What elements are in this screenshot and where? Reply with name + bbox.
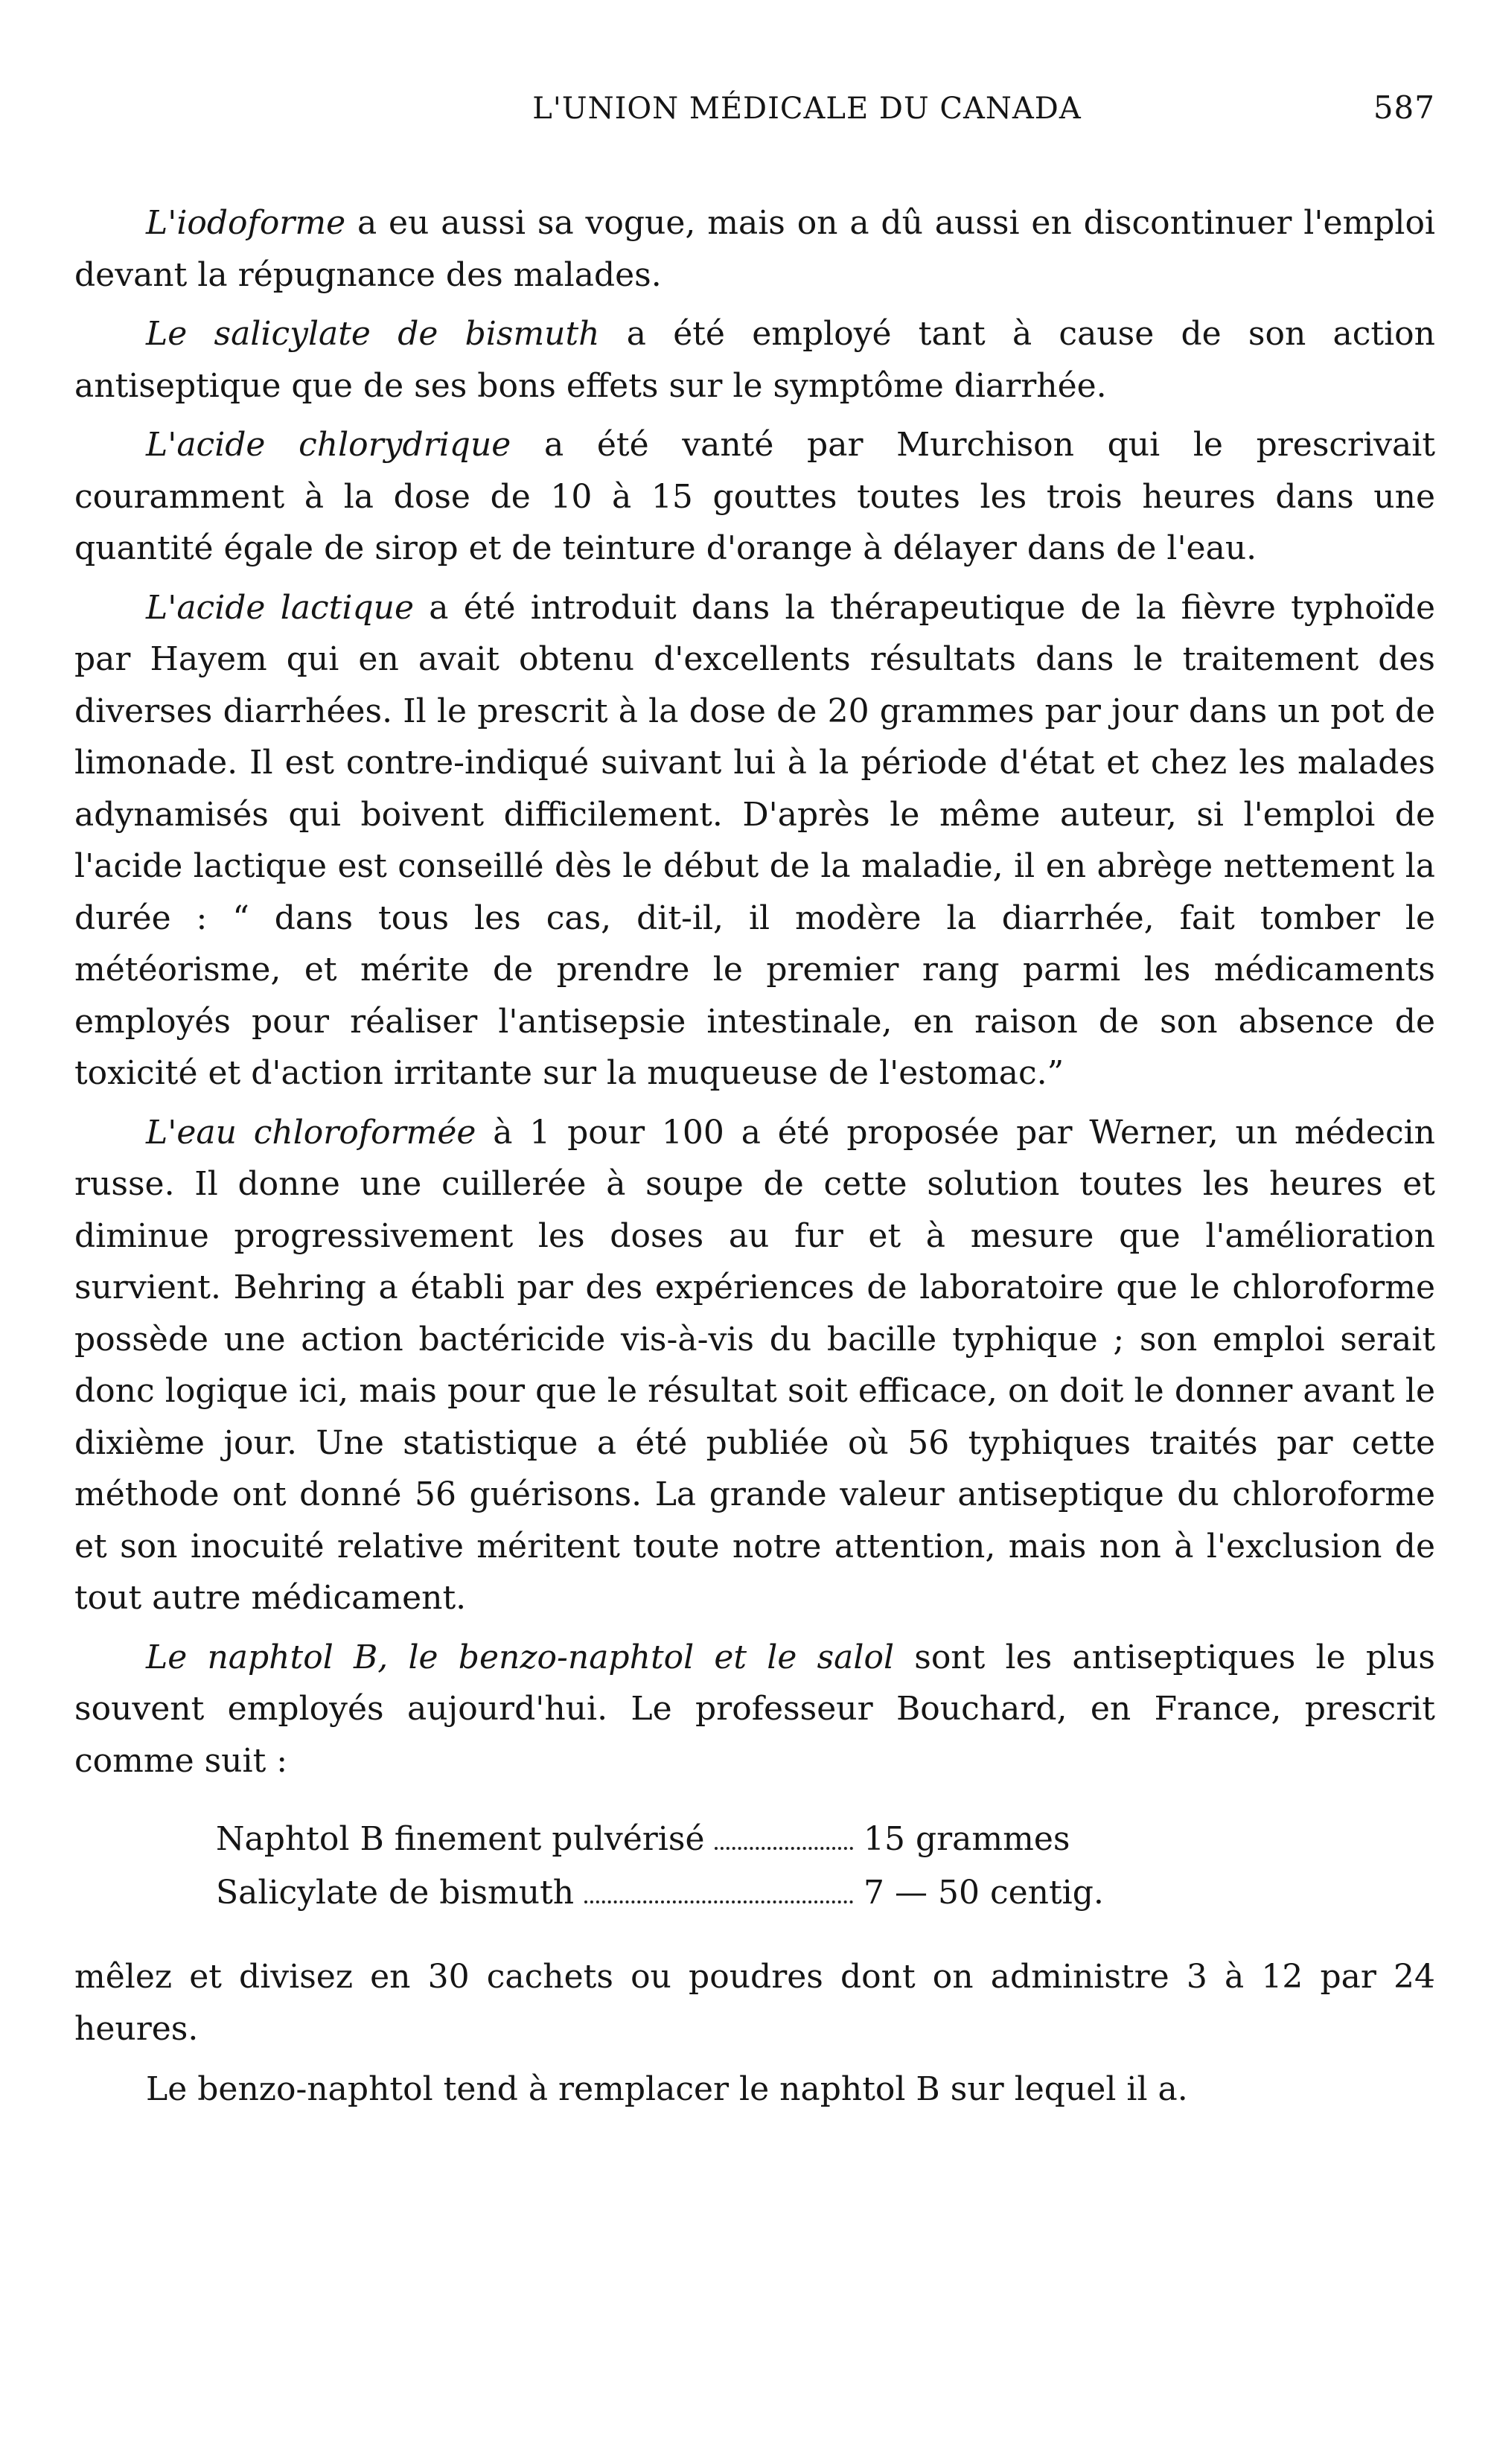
paragraph-acide-chlorydrique — [74, 419, 1435, 575]
paragraph-text: à 1 pour 100 a été proposée par Werner, un médecin russe. Il donne une cuillerée à soupe de cette solution toutes les heures et diminue progressivement les doses au fur et à mesure que l'amélioration survient. Behring a établi par des expériences de laboratoire que le chloroforme possède une action bactéricide vis-à-vis du bacille typhique ; son emploi serait donc logique ici, mais pour que le résultat soit efficace, on doit le donner avant le dixième jour. Une statistique a été publiée où 56 typhiques traités par cette méthode ont donné 56 guérisons. La grande valeur antiseptique du chloroforme et son inocuité relative méritent toute notre attention, mais non à l'exclusion de tout autre médicament. — [74, 1113, 1435, 1617]
paragraph-term: L'iodoforme — [146, 204, 346, 242]
body-text — [74, 197, 1435, 2116]
paragraph-text: a été introduit dans la thérapeutique de la fièvre typhoïde par Hayem qui en avait obtenu d'excellents résultats dans le traitement des diverses diarrhées. Il le prescrit à la dose de 20 grammes par jour dans un pot de limonade. Il est contre-indiqué suivant lui à la période d'état et chez les malades adynamisés qui boivent difficilement. D'après le même auteur, si l'emploi de l'acide lactique est conseillé dès le début de la maladie, il en abrège nettement la durée : “ dans tous les cas, dit-il, il modère la diarrhée, fait tomber le météorisme, et mérite de prendre le premier rang parmi les médicaments employés pour réaliser l'antisepsie intestinale, en raison de son absence de toxicité et d'action irritante sur la muqueuse de l'estomac.” — [74, 588, 1435, 1092]
paragraph-text: sont les antiseptiques le plus souvent employés aujourd'hui. Le professeur Bouchard, en France, prescrit comme suit : — [74, 1638, 1436, 1780]
prescription-formula — [216, 1813, 1295, 1920]
formula-dose: 15 grammes — [863, 1820, 1070, 1858]
paragraph-term: L'eau chloroformée — [146, 1113, 476, 1152]
paragraph-benzo-naphtol: Le benzo-naphtol tend à remplacer le naphtol B sur lequel il a. — [146, 2070, 1188, 2108]
paragraph-term: L'acide lactique — [146, 588, 414, 627]
formula-row — [216, 1866, 1295, 1920]
paragraph-term-joiner: et — [694, 1638, 767, 1676]
running-title: L'UNION MÉDICALE DU CANADA — [532, 92, 1082, 126]
paragraph-iodoforme — [74, 197, 1435, 301]
paragraph-term: le benzo-naphtol — [408, 1638, 695, 1676]
paragraph-term: Le salicylate de bismuth — [146, 315, 600, 353]
paragraph-naphtol — [74, 1632, 1435, 1787]
paragraph-term: L'acide chlorydrique — [146, 426, 511, 464]
formula-ingredient: Salicylate de bismuth — [216, 1874, 575, 1912]
paragraph-term-separator: , — [377, 1638, 409, 1676]
paragraph-text: a eu aussi sa vogue, mais on a dû aussi en discontinuer l'emploi devant la répugnance des malades. — [74, 204, 1435, 294]
page-number: 587 — [1373, 89, 1435, 126]
dot-leader — [715, 1847, 853, 1850]
paragraph-text: a été employé tant à cause de son action antiseptique que de ses bons effets sur le symptôme diarrhée. — [74, 315, 1435, 405]
paragraph-term: le salol — [767, 1638, 895, 1676]
paragraph-salicylate — [74, 308, 1435, 412]
document-page — [74, 89, 1435, 2123]
dot-leader — [584, 1900, 853, 1903]
formula-row — [216, 1813, 1295, 1866]
formula-dose: 7 — 50 centig. — [863, 1874, 1104, 1912]
paragraph-acide-lactique — [74, 582, 1435, 1099]
paragraph-after-formula: mêlez et divisez en 30 cachets ou poudres dont on administre 3 à 12 par 24 heures. — [74, 1958, 1435, 2048]
running-head — [74, 89, 1435, 156]
formula-ingredient: Naphtol B finement pulvérisé — [216, 1820, 705, 1858]
paragraph-eau-chloroformee — [74, 1107, 1435, 1624]
paragraph-term: Le naphtol B — [146, 1638, 378, 1676]
paragraph-text: a été vanté par Murchison qui le prescrivait couramment à la dose de 10 à 15 gouttes toutes les trois heures dans une quantité égale de sirop et de teinture d'orange à délayer dans de l'eau. — [74, 426, 1435, 567]
